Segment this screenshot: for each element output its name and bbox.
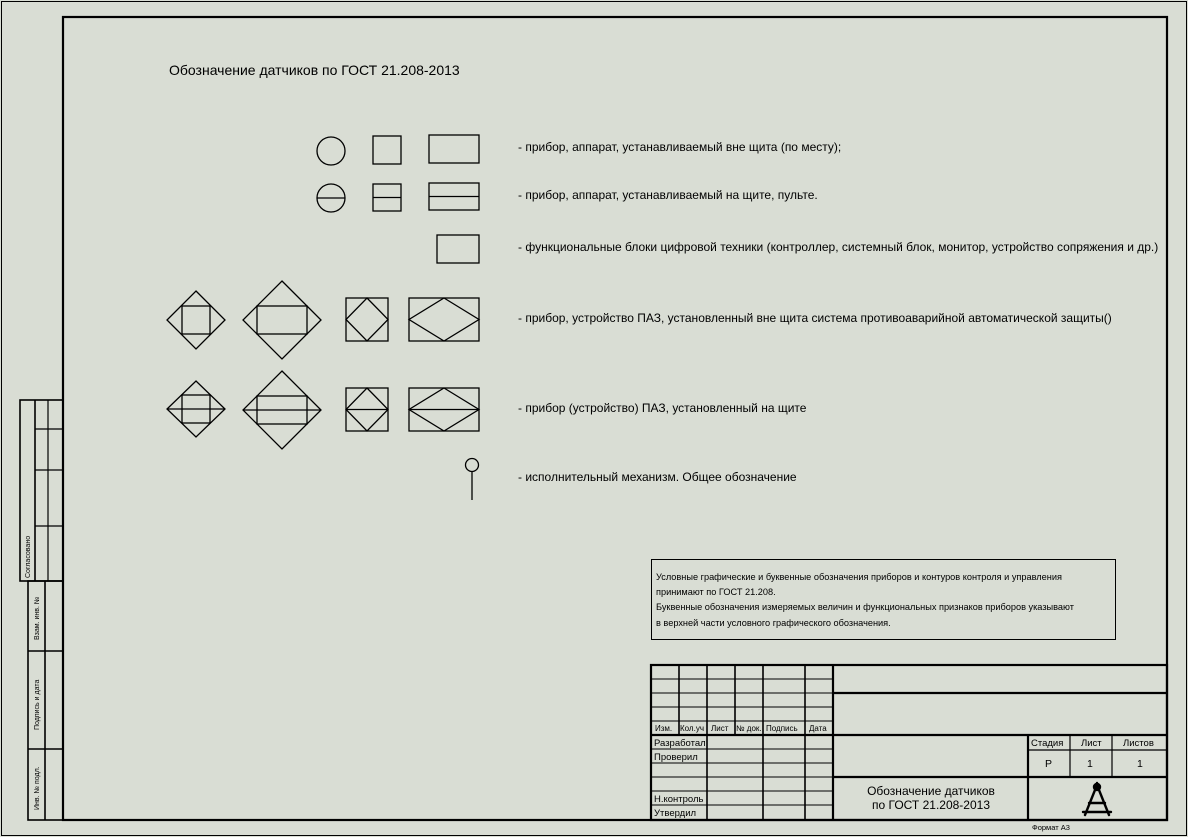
side-label-orig-inv: Инв. № подл. — [34, 766, 41, 810]
document-title-line2: по ГОСТ 21.208-2013 — [872, 797, 990, 812]
note-line: принимают по ГОСТ 21.208. — [656, 587, 776, 597]
note-box — [651, 559, 1116, 640]
header-date: Дата — [809, 724, 827, 733]
side-label-sign-date: Подпись и дата — [34, 679, 41, 730]
header-izm: Изм. — [655, 724, 673, 733]
instrument-rect — [429, 135, 479, 163]
symbol-row-on-panel — [317, 183, 479, 212]
side-label-replaced-inv: Взам. инв. № — [34, 596, 41, 640]
legend-text-actuator: - исполнительный механизм. Общее обозначение — [518, 470, 797, 484]
digital-block-rect — [437, 235, 479, 263]
note-line: Условные графические и буквенные обозначения приборов и контуров контроля и управления — [656, 572, 1062, 582]
header-signature: Подпись — [766, 724, 798, 733]
side-stamp-frame — [20, 400, 63, 820]
sheet-value: 1 — [1087, 758, 1093, 770]
symbol-row-outside-panel — [317, 135, 479, 165]
format-label: Формат А3 — [1032, 823, 1070, 832]
symbol-row-paz-outside — [167, 281, 479, 359]
legend-text-digital-block: - функциональные блоки цифровой техники (контроллер, системный блок, монитор, устройство сопряжения и др.) — [518, 240, 1159, 254]
actuator-symbol — [466, 459, 479, 501]
drawing-title: Обозначение датчиков по ГОСТ 21.208-2013 — [169, 62, 460, 78]
role-developed: Разработал — [654, 738, 706, 749]
header-kol-uch: Кол.уч — [680, 724, 704, 733]
role-approved: Утвердил — [654, 808, 697, 819]
compass-logo-icon — [1083, 783, 1111, 815]
legend-text-outside-panel: - прибор, аппарат, устанавливаемый вне щита (по месту); — [518, 140, 842, 154]
role-checked: Проверил — [654, 752, 698, 763]
instrument-circle — [317, 137, 345, 165]
note-line: в верхней части условного графического обозначения. — [656, 618, 891, 628]
inner-frame — [63, 17, 1167, 820]
header-doc-no: № док. — [736, 724, 762, 733]
note-line: Буквенные обозначения измеряемых величин и функциональных признаков приборов указывают — [656, 602, 1074, 612]
sheets-label: Листов — [1123, 738, 1154, 749]
document-title — [834, 785, 1028, 813]
symbol-row-paz-panel — [167, 371, 479, 449]
stage-value: Р — [1045, 758, 1053, 770]
legend-text-paz-panel: - прибор (устройство) ПАЗ, установленный на щите — [518, 401, 807, 415]
side-label-agreed: Согласовано — [25, 535, 32, 578]
header-list: Лист — [711, 724, 729, 733]
stage-label: Стадия — [1031, 738, 1064, 749]
sheets-value: 1 — [1137, 758, 1143, 770]
document-title-line1: Обозначение датчиков — [867, 784, 995, 798]
instrument-square — [373, 136, 401, 164]
legend-text-on-panel: - прибор, аппарат, устанавливаемый на щите, пульте. — [518, 188, 818, 202]
legend-text-paz-outside: - прибор, устройство ПАЗ, установленный вне щита система противоаварийной автоматической защиты() — [518, 311, 1112, 325]
sheet-label: Лист — [1081, 738, 1102, 749]
role-norm-control: Н.контроль — [654, 794, 704, 805]
outer-frame — [2, 2, 1187, 836]
